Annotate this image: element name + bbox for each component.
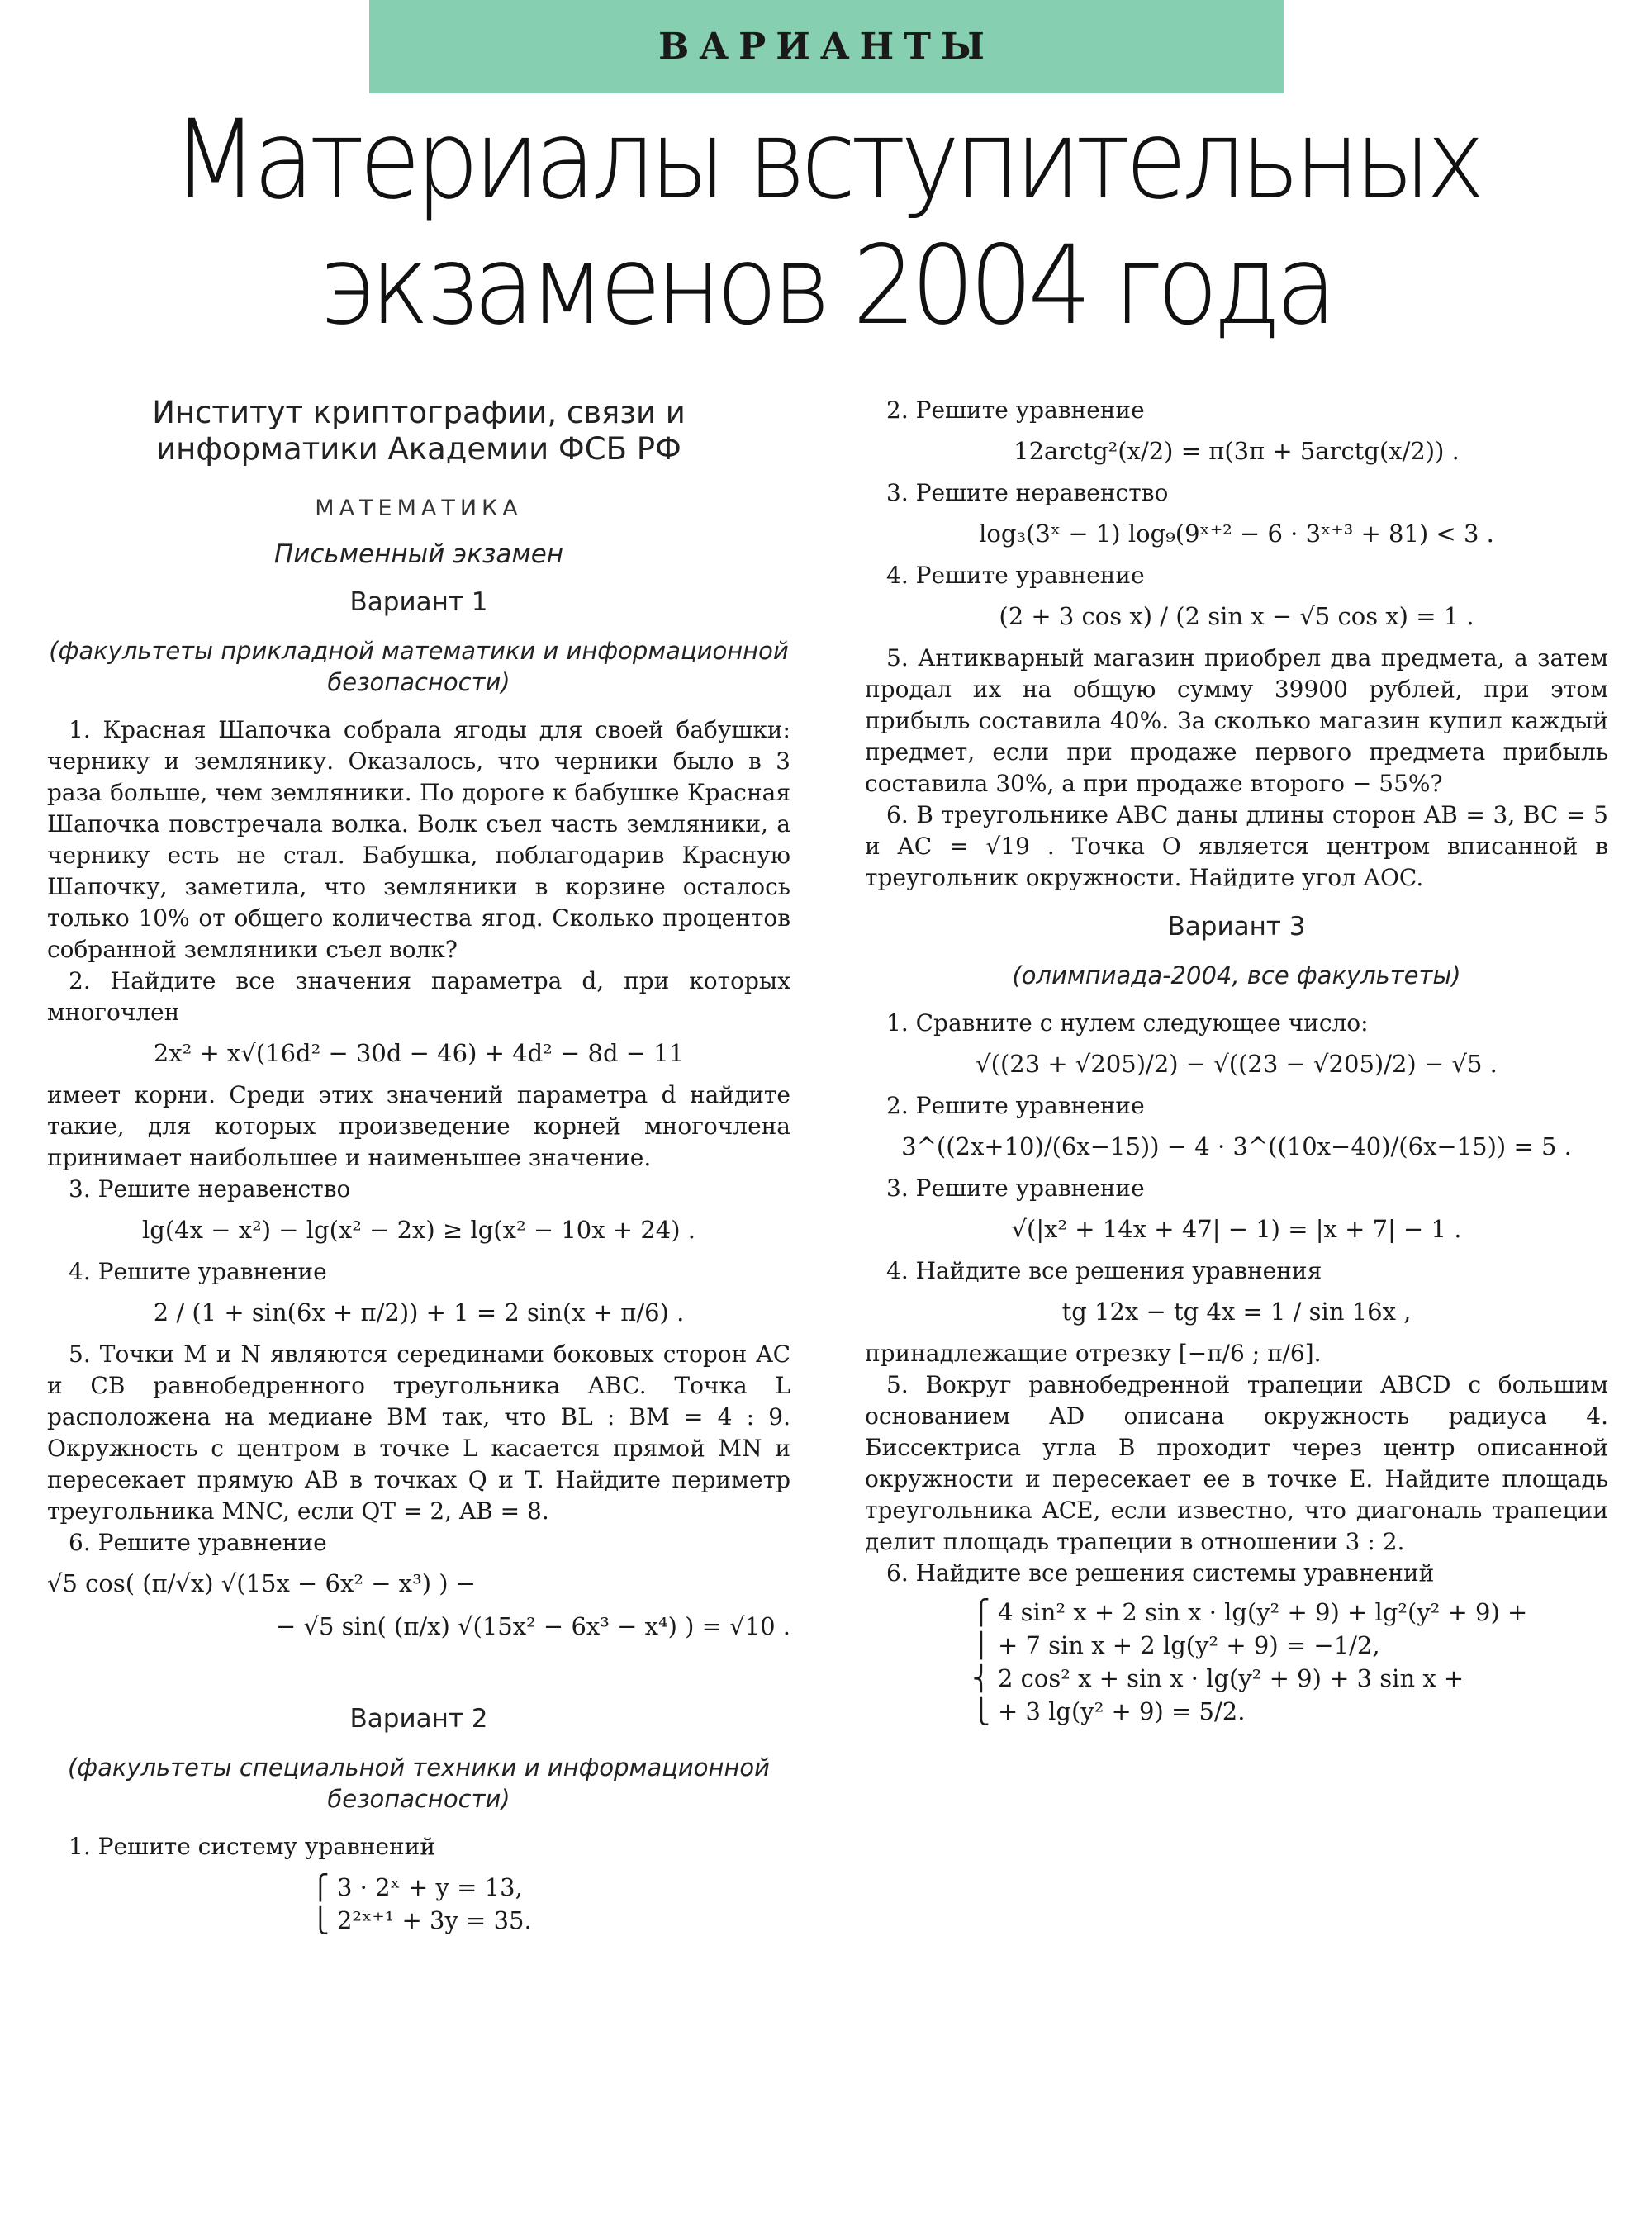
v1-formula-6a: √5 cos( (π/√x) √(15x − 6x² − x³) ) − xyxy=(47,1569,477,1597)
variant-2-faculty: (факультеты специальной техники и информационной безопасности) xyxy=(67,1753,771,1813)
v3-problem-2: 2. Решите уравнение xyxy=(886,1092,1145,1119)
v1-problem-1: 1. Красная Шапочка собрала ягоды для своей бабушки: чернику и землянику. Оказалось, что черники было в 3 раза больше, чем земляники. По дороге к бабушке Красная Шапочка повстречала волка. Волк съел часть земляники, а чернику есть не стал. Бабушка, поблагодарив Красную Шапочку, заметила, что земляники в корзине осталось только 10% от общего количества ягод. Сколько процентов собранной земляники съел волк? xyxy=(47,716,790,963)
v1-formula-2: 2x² + x√(16d² − 30d − 46) + 4d² − 8d − 11 xyxy=(153,1039,685,1067)
v2-formula-2: 12arctg²(x/2) = π(3π + 5arctg(x/2)) . xyxy=(1014,437,1460,465)
exam-type: Письменный экзамен xyxy=(273,539,564,569)
variant-3-faculty: (олимпиада-2004, все факультеты) xyxy=(1012,961,1461,989)
v1-problem-2: 2. Найдите все значения параметра d, при которых многочлен xyxy=(47,967,790,1026)
v2-problem-3: 3. Решите неравенство xyxy=(886,479,1169,506)
v2-problem-2: 2. Решите уравнение xyxy=(886,396,1145,424)
v2-formula-3: log₃(3ˣ − 1) log₉(9ˣ⁺² − 6 · 3ˣ⁺³ + 81) < 3 . xyxy=(979,520,1494,548)
v3-formula-4: tg 12x − tg 4x = 1 / sin 16x , xyxy=(1061,1298,1412,1326)
page-title xyxy=(66,97,1586,349)
banner-label: ВАРИАНТЫ xyxy=(658,26,995,68)
v3-formula-2: 3^((2x+10)/(6x−15)) − 4 · 3^((10x−40)/(6x−15)) = 5 . xyxy=(901,1132,1572,1160)
v3-problem-1: 1. Сравните с нулем следующее число: xyxy=(886,1009,1369,1037)
v1-problem-3: 3. Решите неравенство xyxy=(69,1175,351,1203)
v3-formula-3: √(|x² + 14x + 47| − 1) = |x + 7| − 1 . xyxy=(1011,1215,1462,1243)
v3-formula-6c: ⎨ 2 cos² x + sin x · lg(y² + 9) + 3 sin x + xyxy=(972,1664,1464,1692)
v3-problem-4: 4. Найдите все решения уравнения xyxy=(886,1257,1322,1284)
v2-problem-1: 1. Решите систему уравнений xyxy=(69,1833,435,1860)
v3-formula-6a: ⎧ 4 sin² x + 2 sin x · lg(y² + 9) + lg²(y² + 9) + xyxy=(972,1598,1528,1626)
v2-formula-1b: ⎩ 2²ˣ⁺¹ + 3y = 35. xyxy=(311,1906,532,1934)
title-line-2: экзаменов 2004 года xyxy=(320,222,1332,349)
v3-formula-6d: ⎩ + 3 lg(y² + 9) = 5/2. xyxy=(972,1697,1246,1725)
title-line-1: Материалы вступительных xyxy=(172,97,1480,224)
v3-problem-4-cont: принадлежащие отрезку [−π/6 ; π/6]. xyxy=(865,1340,1322,1367)
v1-problem-2-cont: имеет корни. Среди этих значений параметра d найдите такие, для которых произведение корней многочлена принимает наибольшее и наименьшее значение. xyxy=(47,1081,790,1171)
right-column xyxy=(865,395,1608,1728)
left-column xyxy=(47,395,790,1937)
v3-problem-6: 6. Найдите все решения системы уравнений xyxy=(886,1559,1435,1587)
v1-problem-6: 6. Решите уравнение xyxy=(69,1529,327,1556)
v2-problem-6: 6. В треугольнике ABC даны длины сторон AB = 3, BC = 5 и AC = √19 . Точка O является центром вписанной в треугольник окружности. Найдите угол AOC. xyxy=(865,801,1608,891)
variant-1-title: Вариант 1 xyxy=(349,587,488,617)
v1-problem-5: 5. Точки M и N являются серединами боковых сторон AC и CB равнобедренного треугольника ABC. Точка L расположена на медиане BM так, что BL : BM = 4 : 9. Окружность с центром в точке L касается прямой MN и пересекает прямую AB в точках Q и T. Найдите периметр треугольника MNC, если QT = 2, AB = 8. xyxy=(47,1341,790,1525)
variant-3-title: Вариант 3 xyxy=(1167,912,1306,942)
institute-name: Институт криптографии, связи и информатики Академии ФСБ РФ xyxy=(152,395,686,467)
v3-formula-1: √((23 + √205)/2) − √((23 − √205)/2) − √5 . xyxy=(976,1050,1498,1078)
v1-formula-6b: − √5 sin( (π/x) √(15x² − 6x³ − x⁴) ) = √10 . xyxy=(275,1612,790,1640)
v3-problem-3: 3. Решите уравнение xyxy=(886,1174,1145,1202)
v2-formula-4: (2 + 3 cos x) / (2 sin x − √5 cos x) = 1 . xyxy=(999,602,1474,630)
v1-formula-3: lg(4x − x²) − lg(x² − 2x) ≥ lg(x² − 10x + 24) . xyxy=(142,1216,695,1244)
v2-problem-5: 5. Антикварный магазин приобрел два предмета, а затем продал их на общую сумму 39900 рублей, при этом прибыль составила 40%. За сколько магазин купил каждый предмет, если при продаже первого предмета прибыль составила 30%, а при продаже второго − 55%? xyxy=(865,644,1608,797)
v3-formula-6b: ⎪ + 7 sin x + 2 lg(y² + 9) = −1/2, xyxy=(972,1631,1380,1659)
variant-1-faculty: (факультеты прикладной математики и информационной безопасности) xyxy=(49,637,789,696)
subject-label: МАТЕМАТИКА xyxy=(315,496,523,521)
variant-2-title: Вариант 2 xyxy=(349,1704,488,1734)
section-banner xyxy=(369,0,1284,93)
v1-formula-4: 2 / (1 + sin(6x + π/2)) + 1 = 2 sin(x + π/6) . xyxy=(153,1298,685,1326)
v2-problem-4: 4. Решите уравнение xyxy=(886,562,1145,589)
v2-formula-1a: ⎧ 3 · 2ˣ + y = 13, xyxy=(311,1873,523,1901)
v1-problem-4: 4. Решите уравнение xyxy=(69,1258,327,1285)
v3-problem-5: 5. Вокруг равнобедренной трапеции ABCD с большим основанием AD описана окружность радиуса 4. Биссектриса угла B проходит через центр описанной окружности и пересекает ее в точке E. Найдите площадь треугольника ACE, если известно, что диагональ трапеции делит площадь трапеции в отношении 3 : 2. xyxy=(865,1371,1608,1555)
